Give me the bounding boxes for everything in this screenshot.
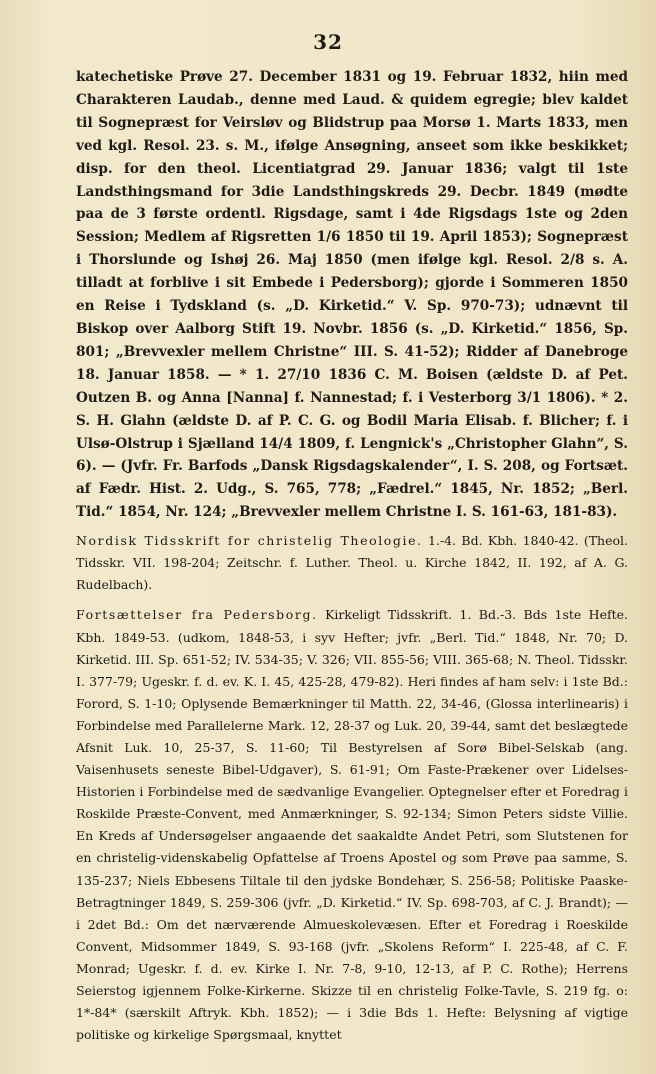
- bibliography-entry-fortsaettelser: [76, 604, 628, 1046]
- page-body: [76, 66, 628, 1046]
- page-number: 32: [313, 30, 343, 54]
- entry-text: 1.-4. Bd. Kbh. 1840-42. (Theol. Tidsskr. VII. 198-204; Zeitschr. f. Luther. Theol. u. Kirche 1842, II. 192, af A. G. Rudelbach).: [76, 533, 628, 593]
- entry-title: Nordisk Tidsskrift for christelig Theologie.: [76, 533, 423, 549]
- entry-title: Fortsættelser fra Pedersborg.: [76, 607, 318, 623]
- bibliography-entry-nordisk-tidsskrift: [76, 530, 628, 596]
- biography-paragraph: katechetiske Prøve 27. December 1831 og 19. Februar 1832, hiin med Charakteren Laudab., denne med Laud. & quidem egregie; blev kaldet til Sognepræst for Veirsløv og Blidstrup paa Morsø 1. Marts 1833, men ved kgl. Resol. 23. s. M., ifølge Ansøgning, anseet som ikke beskikket; disp. for den theol. Licentiatgrad 29. Januar 1836; valgt til 1ste Landsthingsmand for 3die Landsthingskreds 29. Decbr. 1849 (mødte paa de 3 første ordentl. Rigsdage, samt i 4de Rigsdags 1ste og 2den Session; Medlem af Rigsretten 1/6 1850 til 19. April 1853); Sognepræst i Thorslunde og Ishøj 26. Maj 1850 (men ifølge kgl. Resol. 2/8 s. A. tilladt at forblive i sit Embede i Pedersborg); gjorde i Sommeren 1850 en Reise i Tydskland (s. „D. Kirketid.“ V. Sp. 970-73); udnævnt til Biskop over Aalborg Stift 19. Novbr. 1856 (s. „D. Kirketid.“ 1856, Sp. 801; „Brevvexler mellem Christne“ III. S. 41-52); Ridder af Danebroge 18. Januar 1858. — * 1. 27/10 1836 C. M. Boisen (ældste D. af Pet. Outzen B. og Anna [Nanna] f. Nannestad; f. i Vesterborg 3/1 1806). * 2. S. H. Glahn (ældste D. af P. C. G. og Bodil Maria Elisab. f. Blicher; f. i Ulsø-Olstrup i Sjælland 14/4 1809, f. Lengnick's „Christopher Glahn“, S. 6). — (Jvfr. Fr. Barfods „Dansk Rigsdagskalender“, I. S. 208, og Fortsæt. af Fædr. Hist. 2. Udg., S. 765, 778; „Fædrel.“ 1845, Nr. 1852; „Berl. Tid.“ 1854, Nr. 124; „Brevvexler mellem Christne I. S. 161-63, 181-83).: [76, 69, 628, 521]
- entry-text: Kirkeligt Tidsskrift. 1. Bd.-3. Bds 1ste Hefte. Kbh. 1849-53. (udkom, 1848-53, i syv Hefter; jvfr. „Berl. Tid.“ 1848, Nr. 70; D. Kirketid. III. Sp. 651-52; IV. 534-35; V. 326; VII. 855-56; VIII. 365-68; N. Theol. Tidsskr. I. 377-79; Ugeskr. f. d. ev. K. I. 45, 425-28, 479-82). Heri findes af ham selv: i 1ste Bd.: Forord, S. 1-10; Oplysende Bemærkninger til Matth. 22, 34-46, (Glossa interlinearis) i Forbindelse med Parallelerne Mark. 12, 28-37 og Luk. 20, 39-44, samt det beslægtede Afsnit Luk. 10, 25-37, S. 11-60; Til Bestyrelsen af Sorø Bibel-Selskab (ang. Vaisenhusets seneste Bibel-Udgaver), S. 61-91; Om Faste-Prækener over Lidelses-Historien i Forbindelse med de sædvanlige Evangelier. Optegnelser efter et Foredrag i Roskilde Præste-Convent, med Anmærkninger, S. 92-134; Simon Peters sidste Villie. En Kreds af Undersøgelser angaaende det saakaldte Andet Petri, som Slutstenen for en christelig-videnskabelig Opfattelse af Troens Apostel og som Prøve paa samme, S. 135-237; Niels Ebbesens Tiltale til den jydske Bondehær, S. 256-58; Politiske Paaske-Betragtninger 1849, S. 259-306 (jvfr. „D. Kirketid.“ IV. Sp. 698-703, af C. J. Brandt); — i 2det Bd.: Om det nærværende Almueskolevæsen. Efter et Foredrag i Roeskilde Convent, Midsommer 1849, S. 93-168 (jvfr. „Skolens Reform“ I. 225-48, af C. F. Monrad; Ugeskr. f. d. ev. Kirke I. Nr. 7-8, 9-10, 12-13, af P. C. Rothe); Herrens Seierstog igjennem Folke-Kirkerne. Skizze til en christelig Folke-Tavle, S. 219 fg. o: 1*-84* (særskilt Aftryk. Kbh. 1852); — i 3die Bds 1. Hefte: Belysning af vigtige politiske og kirkelige Spørgsmaal, knyttet: [76, 607, 629, 1043]
